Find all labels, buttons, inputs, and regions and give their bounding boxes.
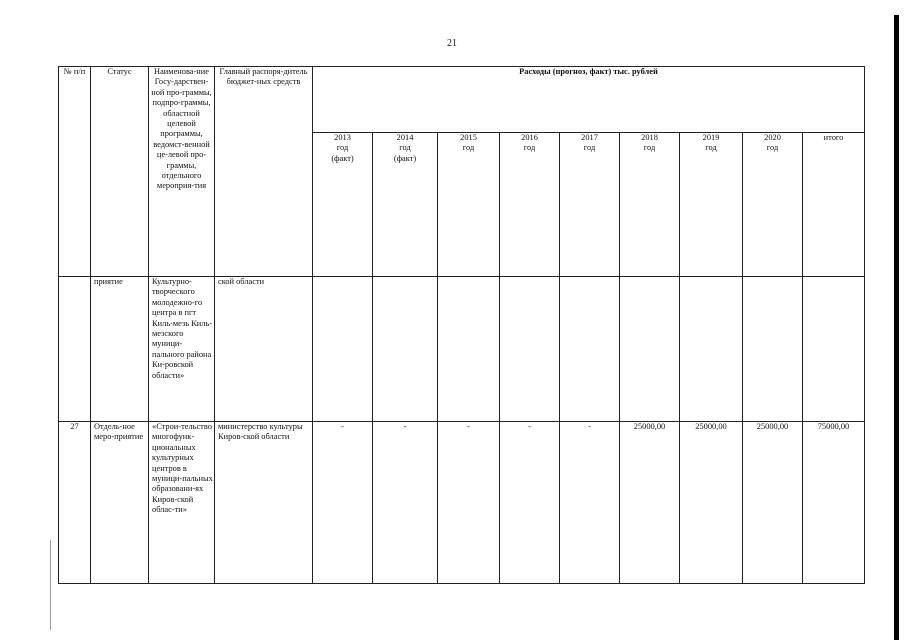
cell-2019: 25000,00: [680, 422, 743, 584]
cell-2017: -: [560, 422, 620, 584]
page-edge-rule: [894, 15, 899, 640]
cell-2016: [500, 277, 560, 422]
year-unit: год: [643, 143, 656, 153]
col-header-total: итого: [803, 133, 865, 277]
table-row: [59, 277, 865, 422]
table-row: [59, 422, 865, 584]
year-label: 2018: [641, 133, 658, 142]
cell-2014: [373, 277, 438, 422]
cell-admin: ской области: [215, 277, 313, 422]
cell-2015: [438, 277, 500, 422]
expenses-table: [58, 66, 865, 584]
cell-admin: министерство культуры Киров-ской области: [215, 422, 313, 584]
year-unit: год: [766, 143, 779, 153]
cell-name: «Строи-тельство многофунк-циональных культурных центров в муници-пальных образовани-ях Киров-ской облас-ти»: [149, 422, 215, 584]
cell-no: [59, 277, 91, 422]
col-header-name: Наименова-ние Госу-дарствен-ной про-граммы, подпро-граммы, областной целевой программы, ведомст-венной це-левой про-граммы, отдельного мероприя-тия: [149, 67, 215, 277]
cell-status: приятие: [91, 277, 149, 422]
cell-2016: -: [500, 422, 560, 584]
cell-2014: -: [373, 422, 438, 584]
year-unit: год: [336, 143, 349, 153]
cell-total: [803, 277, 865, 422]
cell-2019: [680, 277, 743, 422]
year-label: 2017: [581, 133, 598, 142]
year-header-2013: [313, 133, 373, 277]
cell-2018: 25000,00: [620, 422, 680, 584]
year-unit: год: [583, 143, 596, 153]
year-header-2015: [438, 133, 500, 277]
cell-2015: -: [438, 422, 500, 584]
year-label: 2016: [521, 133, 538, 142]
cell-2020: [743, 277, 803, 422]
year-unit: год: [523, 143, 536, 153]
margin-mark: [50, 540, 51, 630]
year-unit: год: [705, 143, 717, 153]
cell-2013: -: [313, 422, 373, 584]
cell-2020: 25000,00: [743, 422, 803, 584]
year-header-2020: [743, 133, 803, 277]
cell-no: 27: [59, 422, 91, 584]
col-header-no: № п/п: [59, 67, 91, 277]
year-note: (факт): [393, 153, 417, 163]
cell-2017: [560, 277, 620, 422]
page-number: 21: [447, 38, 457, 49]
col-header-status: Статус: [91, 67, 149, 277]
year-label: 2014: [396, 133, 414, 142]
year-note: (факт): [331, 153, 354, 163]
cell-total: 75000,00: [803, 422, 865, 584]
year-header-2014: [373, 133, 438, 277]
year-unit: год: [399, 143, 411, 153]
year-label: 2020: [764, 133, 781, 142]
col-header-admin: Главный распоря-дитель бюджет-ных средств: [215, 67, 313, 277]
year-label: 2019: [702, 133, 720, 142]
year-header-2018: [620, 133, 680, 277]
year-unit: год: [462, 143, 475, 153]
cell-2018: [620, 277, 680, 422]
expenses-title: Расходы (прогноз, факт) тыс. рублей: [313, 67, 865, 133]
cell-2013: [313, 277, 373, 422]
cell-status: Отдель-ное меро-приятие: [91, 422, 149, 584]
year-header-2017: [560, 133, 620, 277]
year-header-2016: [500, 133, 560, 277]
year-label: 2013: [334, 133, 351, 142]
year-header-2019: [680, 133, 743, 277]
year-label: 2015: [460, 133, 477, 142]
cell-name: Культурно-творческого молодежно-го центра в пгт Киль-мезь Киль-мезского муници-пального района Ки-ровской области»: [149, 277, 215, 422]
